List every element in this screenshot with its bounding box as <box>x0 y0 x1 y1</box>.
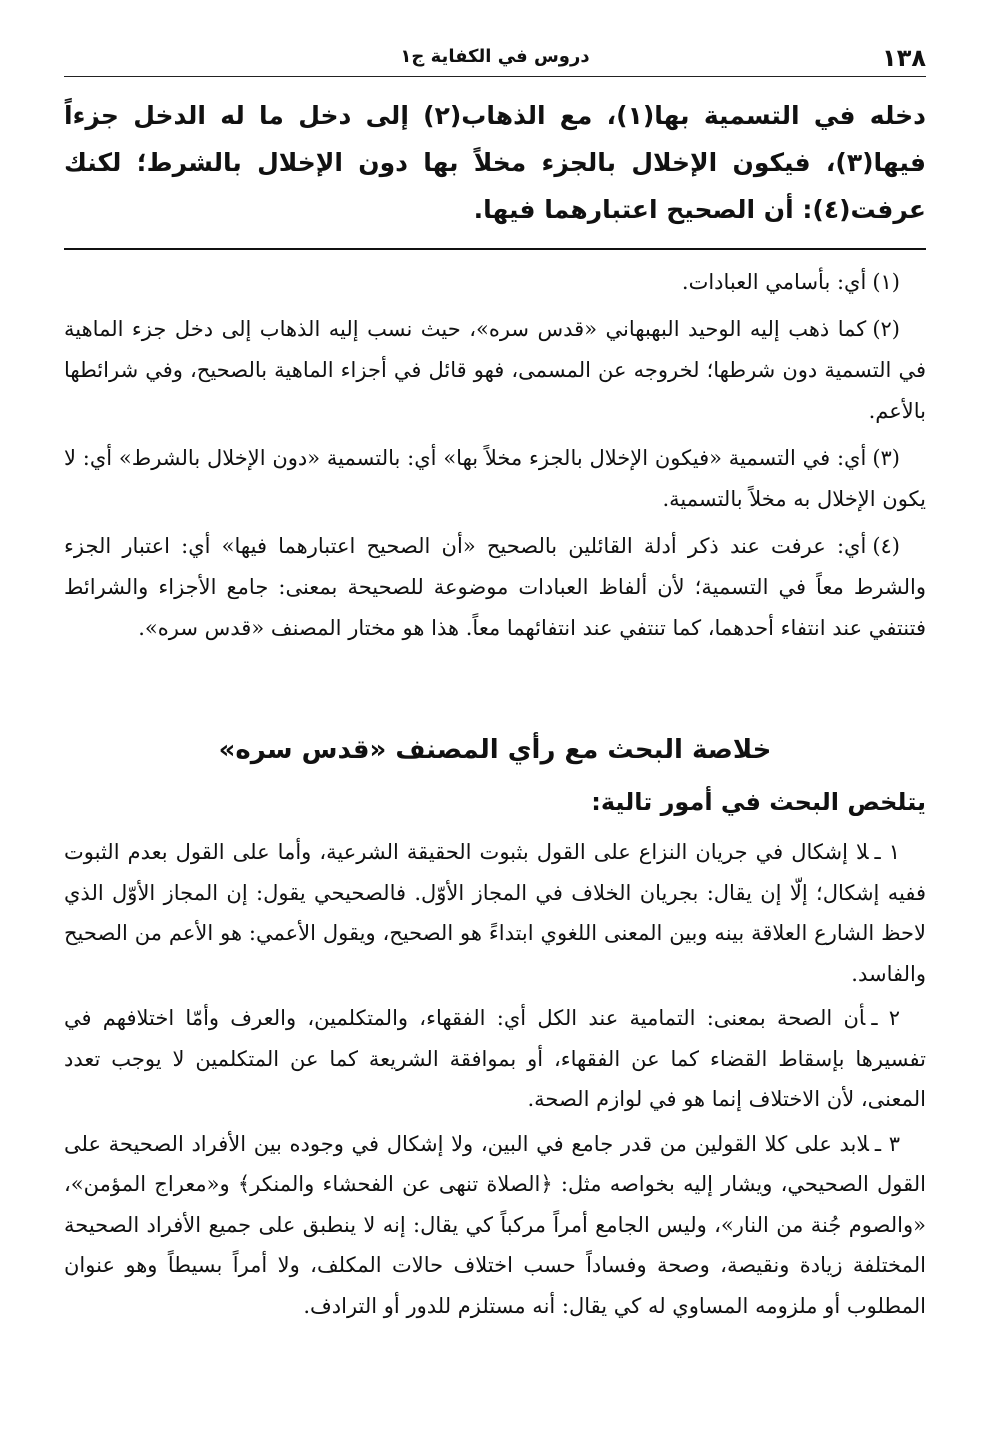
footnote-number: (٣) <box>872 446 900 470</box>
header-rule <box>64 76 926 77</box>
book-page <box>64 0 926 1454</box>
summary-item-3 <box>64 1124 926 1327</box>
page-number: ١٣٨ <box>882 44 926 72</box>
item-text: لابد على كلا القولين من قدر جامع في البين، ولا إشكال في وجوده بين الأفراد الصحيحة على القول الصحيحي، ويشار إليه بخواصه مثل: ﴿الصلاة تنهى عن الفحشاء والمنكر﴾ و«معراج المؤمن»، «والصوم جُنة من النار»، وليس الجامع أمراً مركباً كي يقال: إنه لا ينطبق على جميع الأفراد الصحيحة المختلفة زيادة ونقيصة، وصحة وفساداً حسب اختلاف حالات المكلف، ولا أمراً بسيطاً وهو عنوان المطلوب أو ملزومه المساوي له كي يقال: أنه مستلزم للدور أو الترادف. <box>64 1131 926 1318</box>
summary-item-2 <box>64 998 926 1120</box>
footnotes-section <box>64 262 926 655</box>
footnote-number: (١) <box>872 270 900 294</box>
footnote-text: أي: عرفت عند ذكر أدلة القائلين بالصحيح «أن الصحيح اعتبارهما فيها» أي: اعتبار الجزء والشرط معاً في التسمية؛ لأن ألفاظ العبادات موضوعة للصحيحة بمعنى: جامع الأجزاء والشرائط فتنتفي عند انتفاء أحدهما، كما تنتفي عند انتفائهما معاً. هذا هو مختار المصنف «قدس سره». <box>64 534 926 640</box>
footnote-number: (٢) <box>872 317 900 341</box>
item-number: ١ ـ <box>874 840 901 864</box>
summary-item-1 <box>64 832 926 994</box>
footnote-4 <box>64 526 926 649</box>
item-text: لا إشكال في جريان النزاع على القول بثبوت الحقيقة الشرعية، وأما على القول بعدم الثبوت ففيه إشكال؛ إلّا إن يقال: بجريان الخلاف في المجاز الأوّل. فالصحيحي يقول: إن المجاز الأوّل الذي لاحظ الشارع العلاقة بينه وبين المعنى اللغوي ابتداءً هو الصحيح، ويقول الأعمي: هو الأعم من الصحيح والفاسد. <box>64 840 926 986</box>
summary-list <box>64 832 926 1330</box>
footnote-1 <box>64 262 926 303</box>
footnote-3 <box>64 438 926 520</box>
footnote-number: (٤) <box>872 534 900 558</box>
section-title: خلاصة البحث مع رأي المصنف «قدس سره» <box>218 735 772 765</box>
item-number: ٣ ـ <box>874 1131 900 1156</box>
section-intro: يتلخص البحث في أمور تالية: <box>591 788 926 816</box>
main-text-paragraph: دخله في التسمية بها(١)، مع الذهاب(٢) إلى دخل ما له الدخل جزءاً فيها(٣)، فيكون الإخلال بالجزء مخلاً بها دون الإخلال بالشرط؛ لكنك عرفت(٤): أن الصحيح اعتبارهما فيها. <box>64 101 926 224</box>
running-title: دروس في الكفاية ج١ <box>400 46 590 67</box>
footnote-separator-rule <box>64 248 926 250</box>
running-header <box>64 40 926 74</box>
footnote-text: أي: بأسامي العبادات. <box>681 270 867 294</box>
footnote-2 <box>64 309 926 432</box>
item-number: ٢ ـ <box>871 1006 900 1030</box>
item-text: أن الصحة بمعنى: التمامية عند الكل أي: الفقهاء، والمتكلمين، والعرف وأمّا اختلافهم في تفسيرها بإسقاط القضاء كما عن الفقهاء، أو بموافقة الشريعة كما عن المتكلمين لا يوجب تعدد المعنى، لأن الاختلاف إنما هو في لوازم الصحة. <box>64 1006 926 1111</box>
footnote-text: كما ذهب إليه الوحيد البهبهاني «قدس سره»، حيث نسب إليه الذهاب إلى دخل جزء الماهية في التسمية دون شرطها؛ لخروجه عن المسمى، فهو قائل في أجزاء الماهية بالصحيح، وفي شرائطها بالأعم. <box>64 317 926 423</box>
footnote-text: أي: في التسمية «فيكون الإخلال بالجزء مخلاً بها» أي: بالتسمية «دون الإخلال بالشرط» أي: لا يكون الإخلال به مخلاً بالتسمية. <box>64 446 926 511</box>
